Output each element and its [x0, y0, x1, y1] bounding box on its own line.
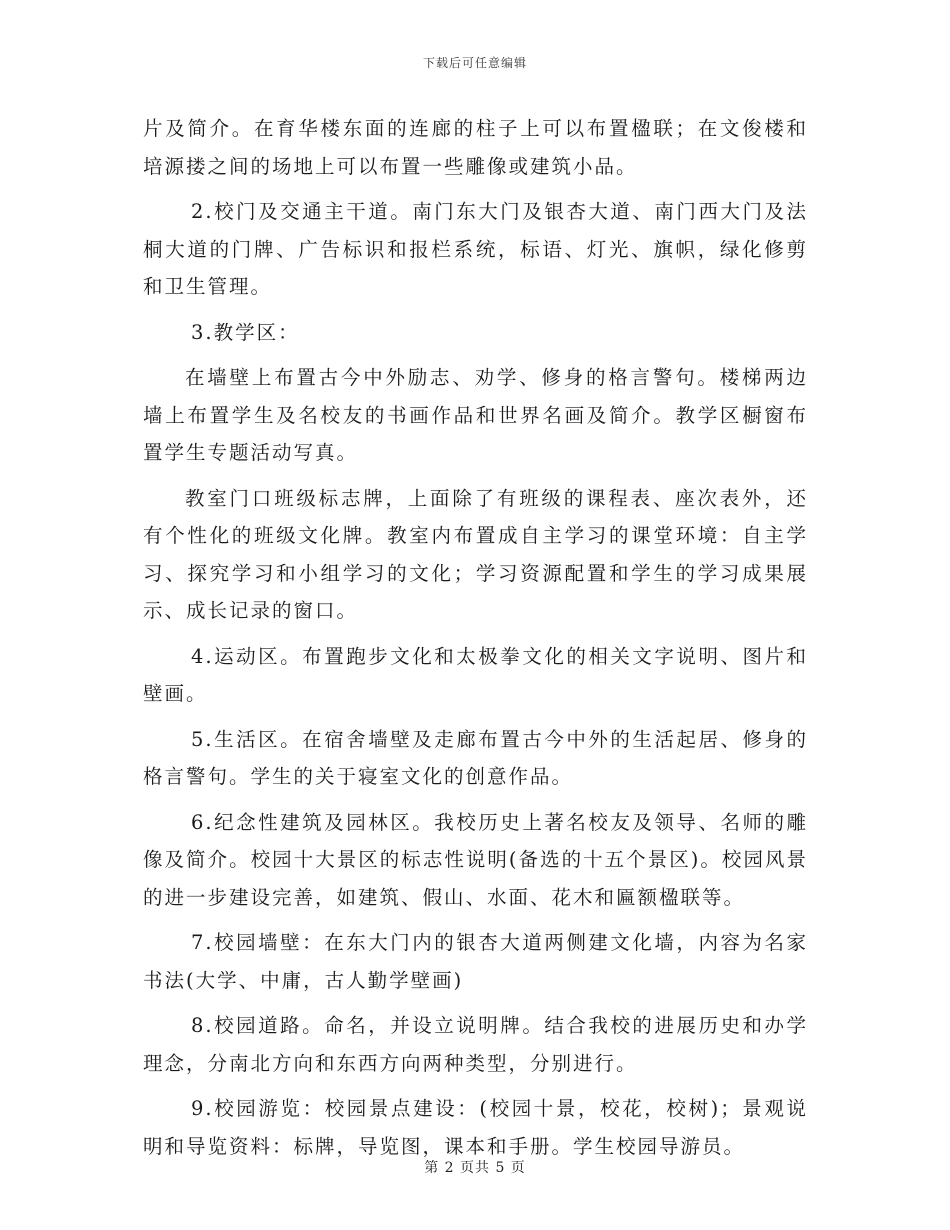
document-body: [143, 110, 808, 1173]
paragraph-item-8: 8.校园道路。命名，并设立说明牌。结合我校的进展历史和办学理念，分南北方向和东西方向两种类型，分别进行。: [143, 1014, 808, 1075]
paragraph-item-3-heading: 3.教学区：: [191, 320, 300, 344]
paragraph-item-6: 6.纪念性建筑及园林区。我校历史上著名校友及领导、名师的雕像及简介。校园十大景区的标志性说明(备选的十五个景区)。校园风景的进一步建设完善，如建筑、假山、水面、花木和匾额楹联等。: [143, 810, 808, 909]
paragraph-classroom: 教室门口班级标志牌，上面除了有班级的课程表、座次表外，还有个性化的班级文化牌。教室内布置成自主学习的课堂环境：自主学习、探究学习和小组学习的文化；学习资源配置和学生的学习成果展示、成长记录的窗口。: [143, 486, 808, 622]
paragraph-item-9: 9.校园游览：校园景点建设：(校园十景，校花，校树)；景观说明和导览资料：标牌，导览图，课本和手册。学生校园导游员。: [143, 1097, 808, 1158]
paragraph-teaching-walls: 在墙壁上布置古今中外励志、劝学、修身的格言警句。楼梯两边墙上布置学生及名校友的书画作品和世界名画及简介。教学区橱窗布置学生专题活动写真。: [143, 366, 808, 464]
paragraph-item-4: 4.运动区。布置跑步文化和太极拳文化的相关文字说明、图片和壁画。: [143, 644, 808, 705]
paragraph-item-7: 7.校园墙壁：在东大门内的银杏大道两侧建文化墙，内容为名家书法(大学、中庸，古人勤学壁画): [143, 931, 808, 992]
paragraph-item-2: 2.校门及交通主干道。南门东大门及银杏大道、南门西大门及法桐大道的门牌、广告标识和报栏系统，标语、灯光、旗帜，绿化修剪和卫生管理。: [143, 200, 808, 298]
page-number: 第 2 页共 5 页: [424, 1160, 526, 1176]
paragraph-continuation: 片及简介。在育华楼东面的连廊的柱子上可以布置楹联；在文俊楼和培源搂之间的场地上可以布置一些雕像或建筑小品。: [143, 117, 808, 178]
page-header-note: 下载后可任意编辑: [422, 56, 527, 70]
paragraph-item-5: 5.生活区。在宿舍墙壁及走廊布置古今中外的生活起居、修身的格言警句。学生的关于寝室文化的创意作品。: [143, 727, 808, 788]
